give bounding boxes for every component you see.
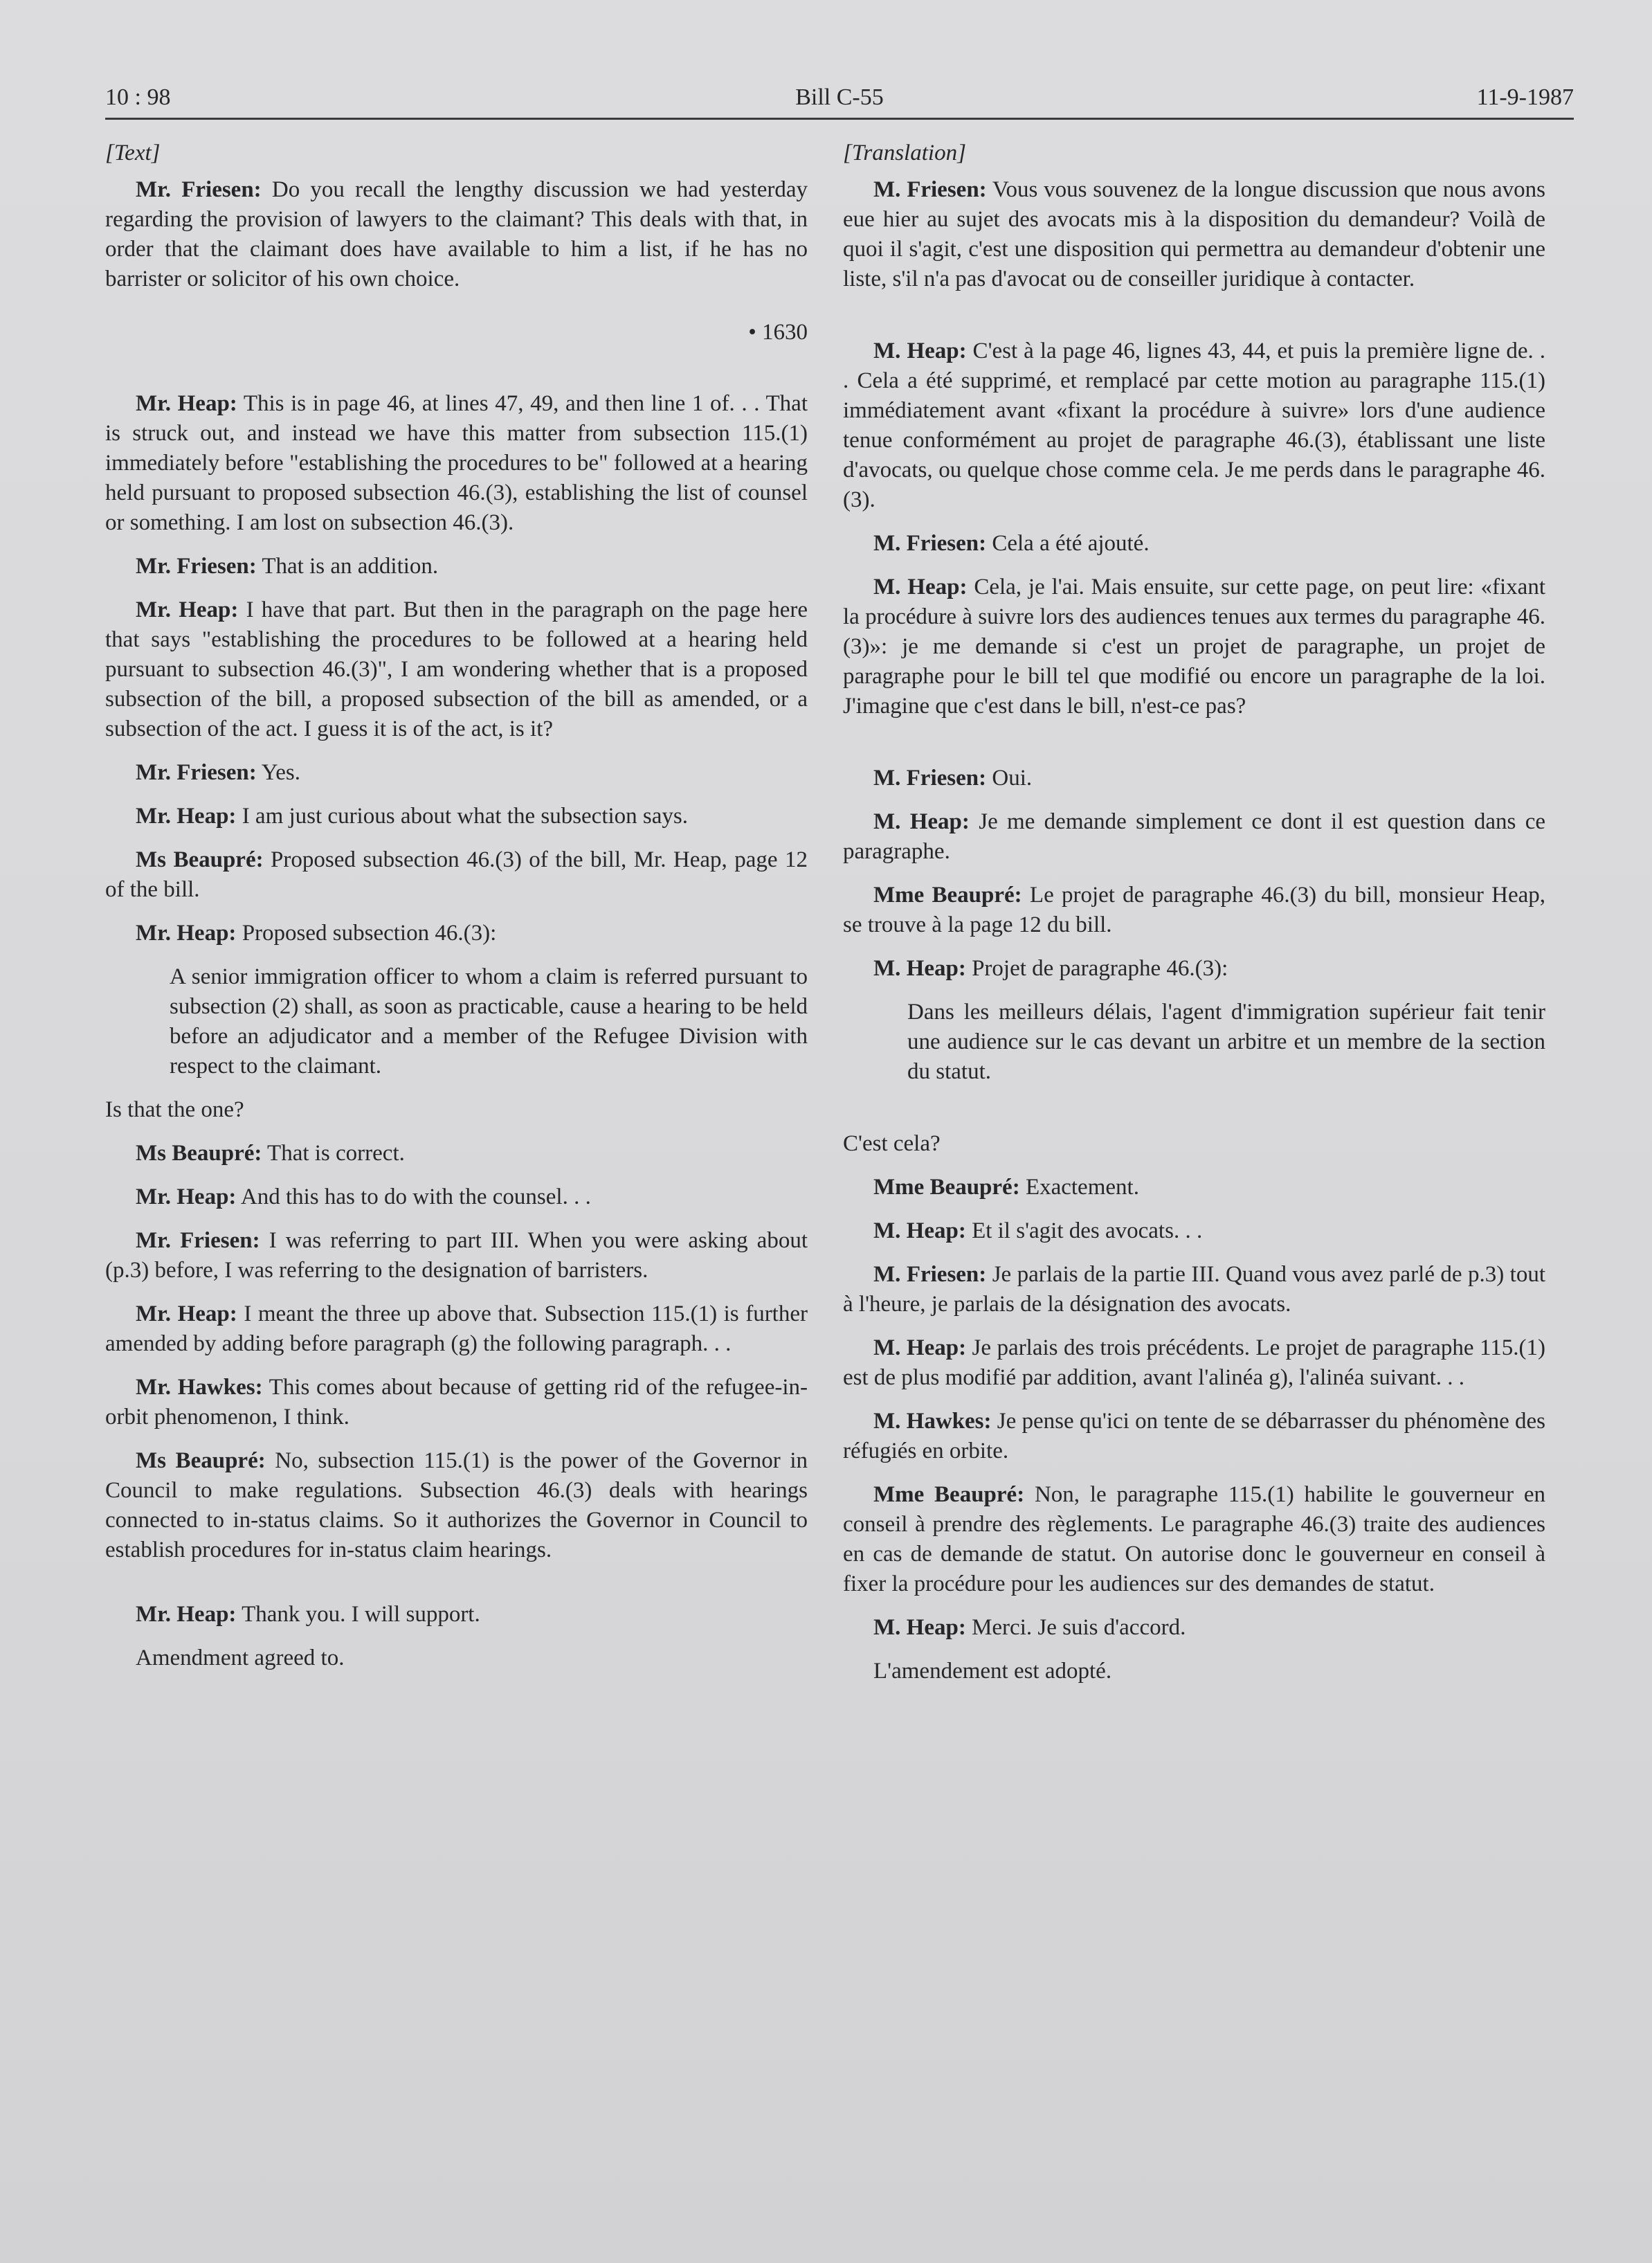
spacer	[843, 308, 1545, 336]
speech-text: Cela, je l'ai. Mais ensuite, sur cette page, on peut lire: «fixant la procédure à suivre lors des audiences tenues aux termes du paragraphe 46.(3)»: je me demande si c'est un projet de paragraphe, un projet de paragraphe pour le bill tel que modifié ou encore un paragraphe de la loi. J'imagine que c'est dans le bill, n'est-ce pas?	[843, 575, 1545, 719]
column-heading: [Translation]	[843, 141, 966, 165]
speaker-name: M. Heap:	[873, 1335, 967, 1360]
speaker-name: M. Hawkes:	[873, 1409, 992, 1434]
speech-text: Je me demande simplement ce dont il est question dans ce paragraphe.	[843, 809, 1545, 864]
speech-text: And this has to do with the counsel. . .	[236, 1184, 591, 1209]
closing-line: Amendment agreed to.	[136, 1646, 345, 1670]
speech-text: Je parlais des trois précédents. Le projet de paragraphe 115.(1) est de plus modifié par addition, avant l'alinéa g), l'alinéa suivant. . .	[843, 1335, 1545, 1390]
speaker-name: M. Friesen:	[873, 531, 987, 556]
page-header	[105, 82, 1574, 120]
paragraph	[105, 389, 808, 538]
spacer	[105, 1579, 808, 1600]
speaker-name: Mr. Friesen:	[136, 554, 257, 579]
speaker-name: M. Friesen:	[873, 766, 987, 791]
speaker-name: M. Heap:	[873, 1615, 966, 1640]
spacer	[843, 735, 1545, 764]
speaker-name: Mme Beaupré:	[873, 883, 1022, 908]
speech-text: That is correct.	[262, 1141, 405, 1166]
speech-text: I have that part. But then in the paragraph on the page here that says "establishing the procedures to be followed at a hearing held pursuant to subsection 46.(3)", I am wondering whether that is a proposed subsection of the bill, a proposed subsection of the bill as amended, or a subsection of the act. I guess it is of the act, is it?	[105, 597, 808, 741]
paragraph	[105, 1373, 808, 1432]
paragraph	[105, 919, 808, 948]
speaker-name: Mr. Heap:	[136, 1602, 237, 1627]
speaker-name: Mr. Hawkes:	[136, 1375, 263, 1400]
paragraph	[843, 807, 1545, 867]
paragraph	[843, 1260, 1545, 1319]
paragraph	[105, 802, 808, 831]
paragraph	[843, 336, 1545, 515]
speech-text: Non, le paragraphe 115.(1) habilite le gouverneur en conseil à prendre des règlements. Le paragraphe 46.(3) traite des audiences en cas de demande de statut. On autorise donc le gouverneur en conseil à fixer la procédure pour les audiences sur des demandes de statut.	[843, 1482, 1545, 1596]
closing-line: L'amendement est adopté.	[873, 1659, 1112, 1684]
speech-text: Cela a été ajouté.	[986, 531, 1150, 556]
paragraph	[843, 954, 1545, 984]
paragraph	[105, 1226, 808, 1286]
speaker-name: Mr. Friesen:	[136, 760, 257, 785]
block-quote: A senior immigration officer to whom a claim is referred pursuant to subsection (2) shall, as soon as practicable, cause a hearing to be held before an adjudicator and a member of the Refugee Division with respect to the claimant.	[170, 964, 808, 1079]
speech-text: C'est à la page 46, lignes 43, 44, et puis la première ligne de. . . Cela a été supprimé, et remplacé par cette motion au paragraphe 115.(1) immédiatement avant «fixant la procédure à suivre» lors d'une audience tenue conformément au projet de paragraphe 46.(3), établissant une liste d'avocats, ou quelque chose comme cela. Je me perds dans le paragraphe 46.(3).	[843, 339, 1545, 512]
paragraph	[843, 1173, 1545, 1202]
speech-text: This is in page 46, at lines 47, 49, and then line 1 of. . . That is struck out, and instead we have this matter from subsection 115.(1) immediately before "establishing the procedures to be" followed at a hearing held pursuant to proposed subsection 46.(3), establishing the list of counsel or something. I am lost on subsection 46.(3).	[105, 391, 808, 535]
paragraph	[105, 1299, 808, 1359]
speech-text: Je parlais de la partie III. Quand vous avez parlé de p.3) tout à l'heure, je parlais de la désignation des avocats.	[843, 1262, 1545, 1317]
speaker-name: Mme Beaupré:	[873, 1175, 1020, 1200]
speech-text: That is an addition.	[256, 554, 439, 579]
paragraph	[843, 1333, 1545, 1393]
speech-text: Et il s'agit des avocats. . .	[965, 1218, 1203, 1243]
speaker-name: Mme Beaupré:	[873, 1482, 1025, 1507]
paragraph	[105, 1600, 808, 1630]
paragraph	[843, 529, 1545, 559]
speech-text: Oui.	[986, 766, 1033, 791]
speaker-name: Ms Beaupré:	[136, 847, 264, 872]
paragraph	[105, 758, 808, 788]
speech-text: No, subsection 115.(1) is the power of the Governor in Council to make regulations. Subsection 46.(3) deals with hearings connected to in-status claims. So it authorizes the Governor in Council to establish procedures for in-status claim hearings.	[105, 1448, 808, 1562]
speaker-name: Ms Beaupré:	[136, 1141, 262, 1166]
paragraph	[843, 175, 1545, 294]
french-column	[843, 138, 1545, 1700]
speech-text: I meant the three up above that. Subsection 115.(1) is further amended by adding before paragraph (g) the following paragraph. . .	[105, 1301, 808, 1356]
paragraph	[105, 1139, 808, 1169]
time-marker: • 1630	[748, 320, 808, 345]
column-heading: [Text]	[105, 141, 161, 165]
speaker-name: M. Heap:	[873, 1218, 966, 1243]
speech-text: Proposed subsection 46.(3) of the bill, Mr. Heap, page 12 of the bill.	[105, 847, 808, 902]
speech-text: Merci. Je suis d'accord.	[965, 1615, 1186, 1640]
speaker-name: Mr. Heap:	[136, 391, 237, 416]
speaker-name: M. Friesen:	[873, 177, 987, 202]
speaker-name: Mr. Heap:	[136, 1301, 237, 1326]
paragraph	[105, 1446, 808, 1565]
speech-text: Projet de paragraphe 46.(3):	[965, 956, 1228, 981]
speaker-name: M. Heap:	[873, 339, 967, 363]
speaker-name: Mr. Heap:	[136, 804, 237, 829]
speech-text: Thank you. I will support.	[236, 1602, 480, 1627]
paragraph	[843, 1216, 1545, 1246]
paragraph	[843, 881, 1545, 940]
paragraph	[105, 845, 808, 905]
speech-text: I was referring to part III. When you were asking about (p.3) before, I was referring to the designation of barristers.	[105, 1228, 808, 1283]
speaker-name: Ms Beaupré:	[136, 1448, 266, 1473]
speaker-name: M. Friesen:	[873, 1262, 987, 1287]
speech-text: This comes about because of getting rid of the refugee-in-orbit phenomenon, I think.	[105, 1375, 808, 1430]
page-number: 10 : 98	[105, 84, 171, 110]
speaker-name: Mr. Friesen:	[136, 1228, 260, 1253]
paragraph	[105, 175, 808, 294]
speech-text: Exactement.	[1019, 1175, 1139, 1200]
speech-text: Je pense qu'ici on tente de se débarrasser du phénomène des réfugiés en orbite.	[843, 1409, 1545, 1463]
block-quote: Dans les meilleurs délais, l'agent d'immigration supérieur fait tenir une audience sur le cas devant un arbitre et un membre de la section du statut.	[907, 1000, 1545, 1084]
speech-text: I am just curious about what the subsection says.	[236, 804, 688, 829]
english-column	[105, 138, 808, 1687]
speaker-name: Mr. Heap:	[136, 1184, 237, 1209]
paragraph	[843, 1613, 1545, 1643]
speech-text: Do you recall the lengthy discussion we had yesterday regarding the provision of lawyers to the claimant? This deals with that, in order that the claimant does have available to him a list, if he has no barrister or solicitor of his own choice.	[105, 177, 808, 291]
paragraph: Is that the one?	[105, 1097, 244, 1122]
speaker-name: Mr. Heap:	[136, 597, 239, 622]
paragraph	[105, 1182, 808, 1212]
page-date: 11-9-1987	[1476, 84, 1574, 110]
speaker-name: M. Heap:	[873, 956, 966, 981]
speaker-name: M. Heap:	[873, 809, 970, 834]
speaker-name: Mr. Heap:	[136, 921, 237, 946]
speech-text: Le projet de paragraphe 46.(3) du bill, monsieur Heap, se trouve à la page 12 du bill.	[843, 883, 1545, 937]
speaker-name: Mr. Friesen:	[136, 177, 262, 202]
running-title: Bill C-55	[795, 84, 884, 110]
paragraph	[105, 595, 808, 744]
paragraph	[843, 1407, 1545, 1466]
paragraph	[105, 552, 808, 581]
spacer	[843, 1101, 1545, 1129]
speech-text: Proposed subsection 46.(3):	[236, 921, 497, 946]
speaker-name: M. Heap:	[873, 575, 968, 599]
paragraph	[843, 1480, 1545, 1599]
speech-text: Vous vous souvenez de la longue discussion que nous avons eue hier au sujet des avocats mis à la disposition du demandeur? Voilà de quoi il s'agit, c'est une disposition qui permettra au demandeur d'obtenir une liste, s'il n'a pas d'avocat ou de conseiller juridique à contacter.	[843, 177, 1545, 291]
paragraph: C'est cela?	[843, 1131, 941, 1156]
paragraph	[843, 572, 1545, 721]
speech-text: Yes.	[256, 760, 301, 785]
paragraph	[843, 764, 1545, 793]
